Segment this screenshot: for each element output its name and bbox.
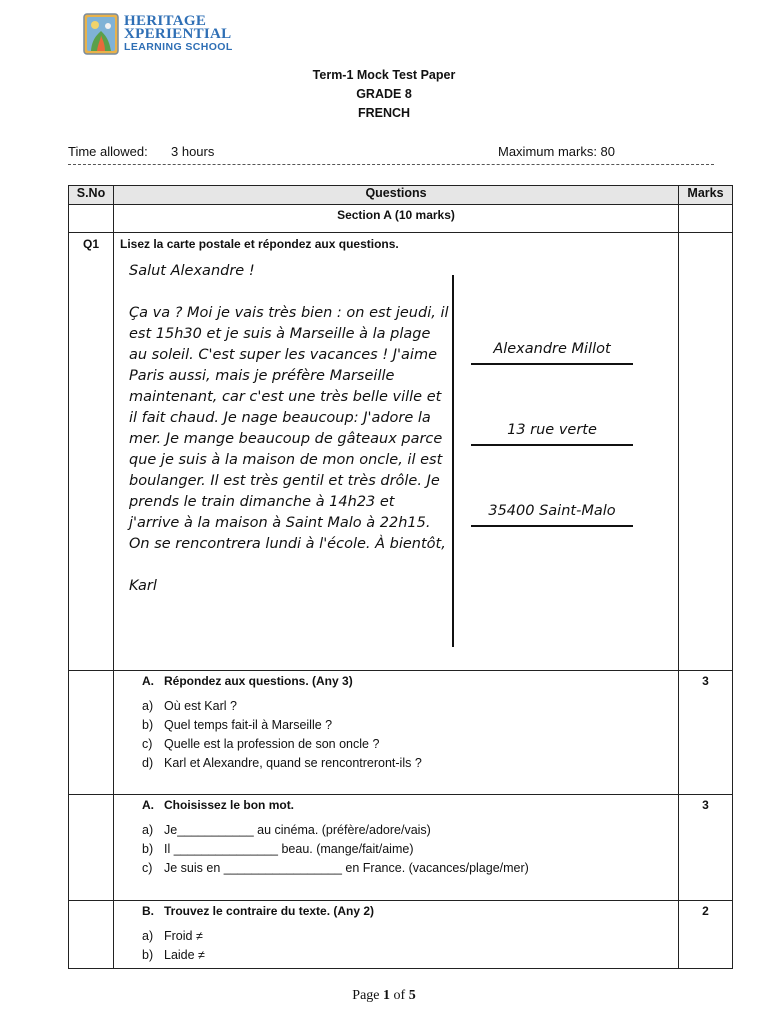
list-item: a) Froid ≠ [142,929,203,943]
maximum-marks: Maximum marks: 80 [498,144,616,159]
subject-label: FRENCH [357,106,411,120]
table-header-row [69,186,733,205]
list-item: d) Karl et Alexandre, quand se rencontreront-ils ? [142,756,422,770]
part-a1-marks: 3 [679,671,733,795]
time-allowed-label: Time allowed: [68,144,148,159]
section-a-row [69,205,733,233]
list-item: b) Quel temps fait-il à Marseille ? [142,718,333,732]
postcard-signature: Karl [129,578,157,594]
postcard-divider [452,275,454,647]
part-b-row [69,901,733,969]
part-a2-title: Choisissez le bon mot. [164,798,295,812]
part-b-letter: B. [142,904,154,918]
questions-table [68,185,733,969]
part-a2-list [142,821,678,878]
q1-cell [114,233,679,671]
postcard-body: Ça va ? Moi je vais très bien : on est jeudi, il est 15h30 et je suis à Marseille à la plage au soleil. C'est super les vacances ! J'aime Paris aussi, mais je préfère Marseille maintenant, car c'est une très belle ville et il fait chaud. Je nage beaucoup: J'adore la mer. Je mange beaucoup de gâteaux parce que je suis à la maison de mon oncle, il est boulanger. Il est très gentil et très drôle. Je prends le train dimanche à 14h23 et j'arrive à la maison à Saint Malo à 22h15. On se rencontrera lundi à l'école. À bientôt, [129,305,449,552]
section-a-title: Section A (10 marks) [114,205,679,233]
q1-row [69,233,733,671]
page-label: Page [352,988,380,1003]
part-b-list [142,927,678,965]
school-logo [83,12,233,56]
list-item: a) Je___________ au cinéma. (préfère/adore/vais) [142,823,431,837]
postcard-message [129,261,449,597]
part-a1-letter: A. [142,674,154,688]
part-a1-heading [114,671,678,688]
part-b-cell [114,901,679,969]
list-item: b) Il _______________ beau. (mange/fait/aime) [142,842,414,856]
time-allowed-value: 3 hours [171,144,215,159]
q1-number: Q1 [69,233,114,671]
part-a2-heading [114,795,678,812]
page-total: 5 [408,988,416,1003]
postcard [124,255,630,665]
part-b-heading [114,901,678,918]
col-sno-header: S.No [69,186,114,205]
list-item: b) Laide ≠ [142,948,205,962]
address-name: Alexandre Millot [471,341,633,365]
part-a2-cell [114,795,679,901]
part-a1-row [69,671,733,795]
part-a1-cell [114,671,679,795]
part-b-marks: 2 [679,901,733,969]
list-item: c) Quelle est la profession de son oncle ? [142,737,380,751]
part-a2-letter: A. [142,798,154,812]
part-a1-list [142,697,678,773]
col-questions-header: Questions [114,186,679,205]
list-item: a) Où est Karl ? [142,699,237,713]
address-street: 13 rue verte [471,422,633,446]
school-name-line-1: HERITAGE [124,12,207,29]
part-b-title: Trouvez le contraire du texte. (Any 2) [164,904,375,918]
paper-title: Term-1 Mock Test Paper [312,68,456,82]
list-item: c) Je suis en _________________ en France. (vacances/plage/mer) [142,861,529,875]
q1-instruction: Lisez la carte postale et répondez aux questions. [120,237,399,251]
page-number: 1 [383,988,391,1003]
school-name-line-3: LEARNING SCHOOL [124,40,233,53]
grade-label: GRADE 8 [356,87,412,101]
postcard-greeting: Salut Alexandre ! [129,263,255,279]
dashed-separator [68,164,714,165]
school-emblem-icon [83,13,119,55]
page-footer [0,988,768,1004]
part-a1-title: Répondez aux questions. (Any 3) [164,674,353,688]
part-a2-marks: 3 [679,795,733,901]
school-name-line-2: XPERIENTIAL [124,25,232,42]
col-marks-header: Marks [679,186,733,205]
of-label: of [393,988,406,1003]
part-a2-row [69,795,733,901]
address-city: 35400 Saint-Malo [471,503,633,527]
